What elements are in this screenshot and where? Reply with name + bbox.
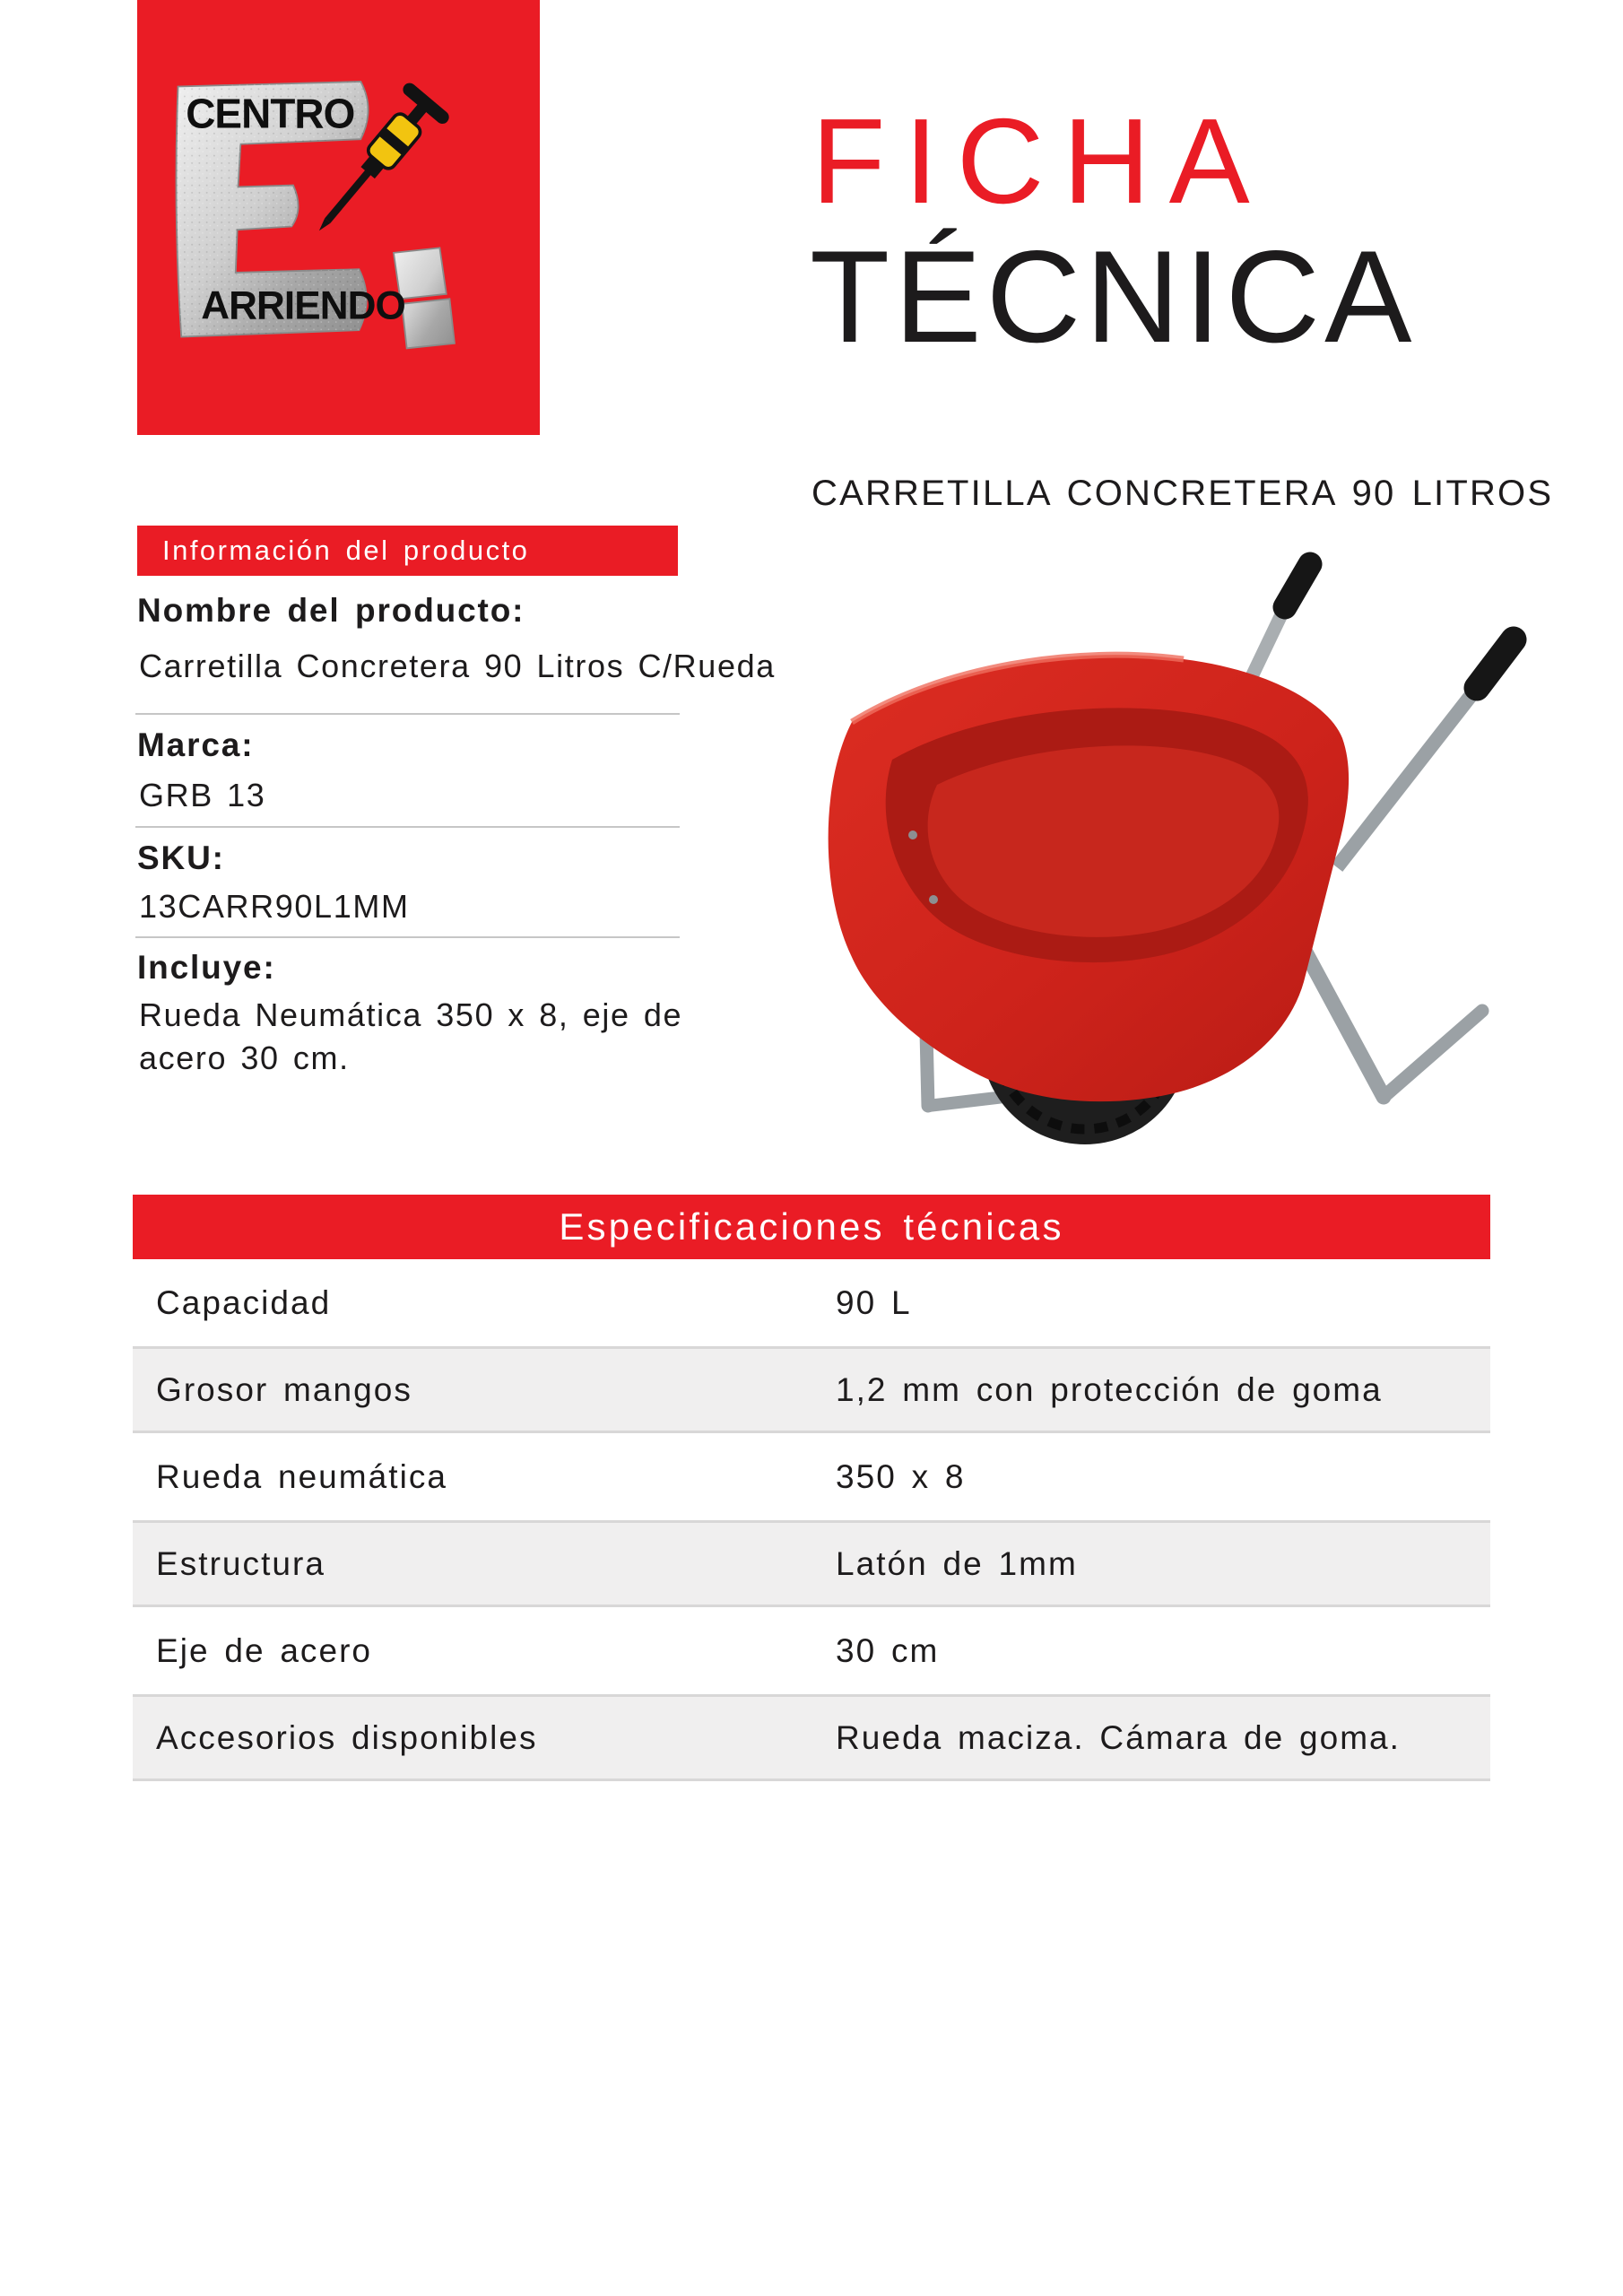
spec-value: 90 L bbox=[836, 1283, 912, 1321]
tray bbox=[829, 655, 1349, 1101]
info-field-value: Carretilla Concretera 90 Litros C/Rueda bbox=[139, 648, 776, 684]
info-field-value: Rueda Neumática 350 x 8, eje de acero 30 cm. bbox=[139, 996, 683, 1076]
info-field-label: Marca: bbox=[137, 726, 255, 763]
divider bbox=[135, 826, 680, 828]
spec-value: Rueda maciza. Cámara de goma. bbox=[836, 1718, 1401, 1756]
info-field-value: 13CARR90L1MM bbox=[139, 888, 410, 925]
divider bbox=[135, 936, 680, 938]
logo-text-arriendo: ARRIENDO bbox=[201, 283, 405, 328]
info-field-label: Nombre del producto: bbox=[137, 592, 525, 629]
product-subtitle: CARRETILLA CONCRETERA 90 LITROS bbox=[812, 474, 1554, 513]
spec-value: 350 x 8 bbox=[836, 1457, 966, 1495]
spec-label: Capacidad bbox=[156, 1283, 332, 1321]
divider bbox=[135, 713, 680, 715]
spec-label: Accesorios disponibles bbox=[156, 1718, 538, 1756]
wheelbarrow-illustration bbox=[767, 552, 1619, 1148]
spec-label: Rueda neumática bbox=[156, 1457, 447, 1495]
specs-section-header: Especificaciones técnicas bbox=[133, 1195, 1490, 1259]
spec-label: Eje de acero bbox=[156, 1631, 373, 1669]
spec-row bbox=[133, 1607, 1490, 1694]
spec-row bbox=[133, 1520, 1490, 1607]
spec-value: 1,2 mm con protección de goma bbox=[836, 1370, 1383, 1408]
front-handle bbox=[1337, 639, 1514, 867]
spec-row bbox=[133, 1433, 1490, 1520]
page-title-line2: TÉCNICA bbox=[810, 223, 1417, 370]
spec-value: 30 cm bbox=[836, 1631, 940, 1669]
info-field-label: Incluye: bbox=[137, 949, 276, 986]
centro-arriendo-logo bbox=[153, 56, 524, 387]
spec-label: Estructura bbox=[156, 1544, 325, 1582]
product-image bbox=[767, 552, 1619, 1148]
info-section-header: Información del producto bbox=[137, 526, 678, 576]
spec-label: Grosor mangos bbox=[156, 1370, 412, 1408]
spec-value: Latón de 1mm bbox=[836, 1544, 1078, 1582]
logo-text-centro: CENTRO bbox=[186, 90, 355, 137]
logo-box bbox=[137, 0, 540, 435]
spec-row bbox=[133, 1259, 1490, 1346]
spec-row bbox=[133, 1346, 1490, 1433]
info-field-label: SKU: bbox=[137, 839, 225, 876]
spec-row bbox=[133, 1694, 1490, 1781]
page-title-line1: FICHA bbox=[812, 93, 1269, 229]
info-field-value: GRB 13 bbox=[139, 777, 266, 813]
